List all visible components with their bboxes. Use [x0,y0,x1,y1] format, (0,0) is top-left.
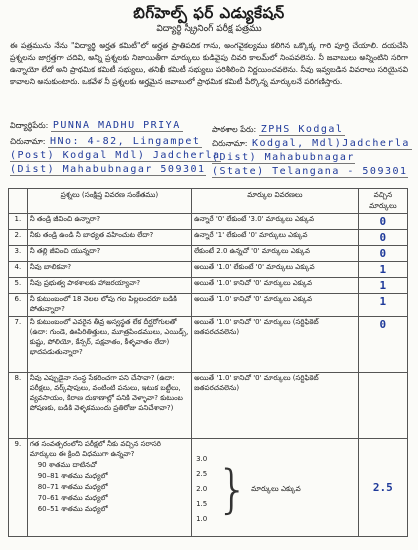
table-header-row [9,189,408,214]
row-criteria: ఉన్నారే '1' లేకుంటే '0' మార్కులు ఎక్కువ [192,230,359,246]
row-marks-cell [358,373,407,439]
school-address-field [212,138,412,150]
row-marks-cell [358,439,407,537]
row-criteria-cell [192,439,359,537]
header-marks: వచ్చిన మార్కులు [358,189,407,214]
form-title: బిగ్‌హెల్ప్ ఫర్ ఎడ్యుకేషన్ [133,4,285,22]
grade-point: 3.0 [196,455,208,463]
grade-point: 2.0 [196,485,208,493]
table-row [9,294,408,317]
row-marks: 2.5 [372,481,393,494]
header-number [9,189,28,214]
row-criteria: అయితే '1.0' కానిచో '0' మార్కులు ఎక్కువ [192,294,359,317]
row-number: 6. [9,294,28,317]
table-row [9,439,408,537]
row-criteria: అయితే '1.0' కానిచో '0' మార్కులు ఎక్కువ [192,278,359,294]
row-criteria: మార్కులు ఎక్కువ [251,484,301,493]
row-question: నీవు ప్రభుత్వ పాఠశాలకు హాజరయ్యావా? [27,278,191,294]
school-name-field [212,124,345,136]
grade-scale [194,452,356,527]
grade-band: 80–71 శాతము మధ్యలో [37,483,108,491]
row-number: 5. [9,278,28,294]
table-row [9,317,408,373]
row-criteria: ఉన్నారే '0' లేకుంటే '3.0' మార్కులు ఎక్కువ [192,214,359,230]
grade-point: 1.0 [196,515,208,523]
row-criteria: అయితే '1.0' కానిచో '0' మార్కులు (సర్టిఫికెట్ జతపరచవలెను) [192,317,359,373]
school-name-value: ZPHS Kodgal [260,124,344,135]
row-number: 8. [9,373,28,439]
school-address-line3: (State) Telangana - 509301 [212,166,408,177]
grade-band: 60–51 శాతము మధ్యలో [37,505,108,513]
table-row [9,262,408,278]
grade-points [194,452,216,527]
row-criteria: అయితే '1.0' లేకుంటే '0' మార్కులు ఎక్కువ [192,262,359,278]
student-address-line3: (Dist) Mahabubnagar 509301 [10,164,206,175]
grade-point: 2.5 [196,470,208,478]
row-question: నీ కుటుంబంలో ఎవరైన తీవ్ర అస్వస్థత లేక దీర్ఘరోగులతో (ఉదా: గుండె, ఊపిరితిత్తులు, మూత్రపిండములు, ఎయిడ్స్, కుష్టు, పోలియో, కేన్సర్, పక్షవాతం, కీళ్ళవాతం లేదా) భాదపడుతున్నారా? [27,317,191,373]
row-number: 3. [9,246,28,262]
row-criteria: అయితే '1.0' కానిచో '0' మార్కులు (సర్టిఫికెట్ జతపరచవలెను) [192,373,359,439]
table-row [9,373,408,439]
row-number: 1. [9,214,28,230]
brace-icon: } [216,459,250,520]
row-criteria: లేకుంటే 2.0 ఉన్నచో '0' మార్కులు ఎక్కువ [192,246,359,262]
school-address-label: చిరునామా: [212,139,248,148]
table-row [9,230,408,246]
row-marks-cell [358,294,407,317]
row-question-cell [27,439,191,537]
row-number: 4. [9,262,28,278]
header-questions: ప్రశ్నలు (సంక్షిప్త వివరణ సంకేతము) [27,189,191,214]
row-marks-cell [358,278,407,294]
row-marks: 1 [379,263,387,276]
row-marks: 1 [379,295,387,308]
row-marks: 0 [379,215,387,228]
school-name-label: పాఠశాల పేరు: [212,125,257,134]
row-question: నీ తండ్రి జీవించి ఉన్నారా? [27,214,191,230]
row-question: నీకు తండ్రి ఉండి నీ బాధ్యత వహించుట లేదా? [27,230,191,246]
student-address-line2: (Post) Kodgal Mdl) Jadcherla [10,150,221,161]
row-question: గత సంవత్సరంలోని పరీక్షలో నీకు వచ్చిన సరాసరి మార్కులు ఈ క్రింది విధముగా ఉన్నవా? [29,440,161,458]
student-address-line1: HNo: 4-82, Lingampet [49,136,201,147]
table-row [9,278,408,294]
row-marks-cell [358,262,407,278]
student-address-field [10,136,202,148]
row-marks-cell [358,214,407,230]
screening-table [8,188,408,537]
row-question: నీ కుటుంబంలో 18 నెలల లోపు గల పిల్లలందరూ బడికి పోతున్నారా? [27,294,191,317]
school-address-line2: (Dist) Mahabubnagar [212,152,355,163]
table-row [9,214,408,230]
instructions-paragraph: ఈ పత్రమును నేను "విద్యార్థి అర్హత కమిటీ"లో అర్హత ప్రాతిపదిక గాను, అంగవైకల్యము కలిగిన ఒక్కొక్క గారి పూర్తి చేయాలి. దయచేసి ప్రశ్నలను జాగ్రత్తగా చదివి, అన్ని ప్రశ్నలకు నిజాయితీగా మార్కులు కుడివైపు చివరి కాలమ్‌లో నింపవలెను. నీ జవాబులు అన్నింటిని సరిగా ఉన్నాయో లేదో అని ప్రాథమిక కమిటీ సభ్యులు, తనిఖీ కమిటీ సభ్యులు పరిశీలించి నిర్ణయించవలెను. నీవు ఇవ్వబడిన వివరాలు సరియైనవి కావాలని అనుకుంటారు. ఒకవేళ నీ ప్రశ్నలకు అర్హమైన జవాబులో ప్రాథమిక కమిటీ పేర్కొన్న మార్కులనే పరిగణిస్తారు. [10,41,408,86]
row-marks-cell [358,230,407,246]
grade-band: 90–81 శాతము మధ్యలో [37,472,108,480]
student-name-field [10,120,183,132]
grade-band: 90 శాతము దాటినచో [37,461,97,469]
row-marks: 0 [379,318,387,331]
grade-point: 1.5 [196,500,208,508]
row-question: నీవు బాలికవా? [27,262,191,278]
header-criteria: మార్కుల వివరణలు [192,189,359,214]
row-question: నీ తల్లి జీవించి యున్నదా? [27,246,191,262]
row-marks-cell [358,246,407,262]
row-number: 2. [9,230,28,246]
row-marks: 1 [379,279,387,292]
form-subtitle: విద్యార్థి స్క్రీనింగ్ పరీక్ష పత్రము [156,24,262,34]
row-number: 7. [9,317,28,373]
grade-band: 70–61 శాతము మధ్యలో [37,494,108,502]
student-name-label: విద్యార్థిపేరు: [10,121,49,130]
row-question: నీవు ఎప్పుడైనా సంస్థ సేకరించగా పని చేసావా? (ఉదా: పరీక్షలు, వర్క్‌షాపులు, వంటింటి పనులు, ఇటుక బట్టీలు, వ్యవసాయం, కిరాణ దుకాణాల్లో పనికి వెళ్ళావా? కుటుంబ పోషణకు, బడికి వెళ్ళకముందు ప్రతిరోజు పనిచేశావా?) [27,373,191,439]
row-marks-cell [358,317,407,373]
row-marks: 0 [379,231,387,244]
row-number: 9. [9,439,28,537]
student-address-label: చిరునామా: [10,137,46,146]
table-row [9,246,408,262]
student-name-value: PUNNA MADHU PRIYA [52,120,181,131]
grade-bands [30,460,189,515]
school-address-line1: Kodgal, Mdl)Jadcherla [251,138,410,149]
row-marks: 0 [379,247,387,260]
